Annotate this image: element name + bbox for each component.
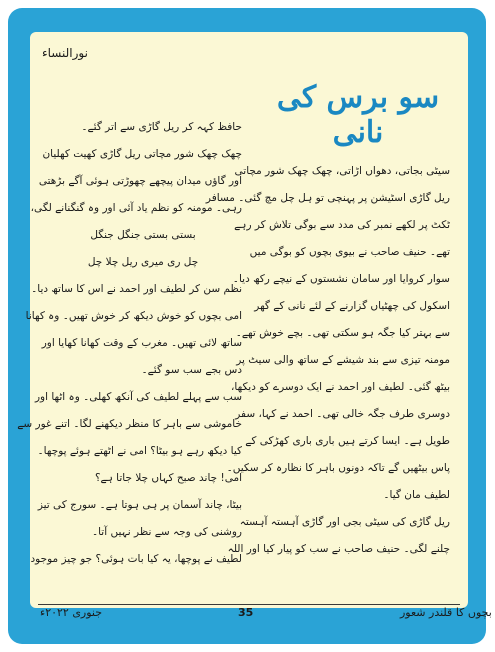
magazine-name: بچوں کا قلندر شعور xyxy=(400,606,492,619)
text-line: چلنے لگی۔ حنیف صاحب نے سب کو پیار کیا اور اللہ xyxy=(227,543,450,555)
text-line: اور گاؤں میدان پیچھے چھوڑتی ہوئی آگے بڑھتی xyxy=(38,175,242,187)
text-line: رہی۔ مومنہ کو نظم یاد آئی اور وہ گنگنانے لگی، xyxy=(30,202,242,214)
text-line: ریل گاڑی اسٹیشن پر پہنچی تو ہل چل مچ گئی۔ مسافر xyxy=(205,192,450,204)
section-label: نورالنساء xyxy=(42,46,88,60)
text-line: سیٹی بجاتی، دھواں اڑاتی، چھک چھک شور مچاتی xyxy=(234,165,450,177)
footer-divider xyxy=(38,604,460,605)
text-line: طویل ہے۔ ایسا کرتے ہیں باری باری کھڑکی کے xyxy=(245,435,450,447)
text-line: نظم سن کر لطیف اور احمد نے اس کا ساتھ دیا۔ xyxy=(31,283,242,295)
text-line: بیٹھ گئی۔ لطیف اور احمد نے ایک دوسرے کو دیکھا، xyxy=(231,381,450,393)
text-line: کیا دیکھ رہے ہو بیٹا؟ امی نے اٹھتے ہوئے پوچھا۔ xyxy=(37,445,242,457)
text-line: پاس بیٹھیں گے تاکہ دونوں باہر کا نظارہ کر سکیں۔ xyxy=(226,462,450,474)
text-line: سب سے پہلے لطیف کی آنکھ کھلی۔ وہ اٹھا اور xyxy=(34,391,242,403)
text-line: مومنہ تیزی سے بند شیشے کے ساتھ والی سیٹ پر xyxy=(236,354,450,366)
text-line: اسکول کی چھٹیاں گزارنے کے لئے نانی کے گھر xyxy=(254,300,450,312)
text-line: ٹکٹ پر لکھے نمبر کی مدد سے بوگی تلاش کر رہے xyxy=(234,219,450,231)
text-line: لطیف مان گیا۔ xyxy=(383,489,450,501)
text-line: امی! چاند صبح کہاں چلا جاتا ہے؟ xyxy=(94,472,242,484)
text-line: بیٹا، چاند آسمان پر ہی ہوتا ہے۔ سورج کی تیز xyxy=(37,499,242,511)
text-line: تھے۔ حنیف صاحب نے بیوی بچوں کو بوگی میں xyxy=(249,246,450,258)
text-line: چھک چھک شور مچاتی ریل گاڑی کھیت کھلیان xyxy=(42,148,242,160)
text-line: امی بچوں کو خوش دیکھ کر خوش تھیں۔ وہ کھانا xyxy=(25,310,242,322)
page-number: 35 xyxy=(238,606,254,619)
text-line: سوار کروایا اور سامان نشستوں کے نیچے رکھ دیا۔ xyxy=(232,273,450,285)
text-line: خاموشی سے باہر کا منظر دیکھنے لگا۔ اتنے غور سے xyxy=(17,418,242,430)
text-line: سے بہتر کیا جگہ ہو سکتی تھی۔ بچے خوش تھے۔ xyxy=(235,327,450,339)
text-line: ساتھ لائی تھیں۔ مغرب کے وقت کھانا کھایا اور xyxy=(41,337,242,349)
article-title: سو برس کی نانی xyxy=(276,80,440,150)
text-line: روشنی کی وجہ سے نظر نہیں آتا۔ xyxy=(91,526,242,538)
text-line: دوسری طرف جگہ خالی تھی۔ احمد نے کہا، سفر xyxy=(235,408,450,420)
poem-line: بستی بستی جنگل جنگل xyxy=(90,229,196,241)
text-column-left xyxy=(17,114,242,573)
text-line: ریل گاڑی کی سیٹی بجی اور گاڑی آہستہ آہستہ xyxy=(239,516,450,528)
text-line: دس بجے سب سو گئے۔ xyxy=(141,364,242,376)
text-column-right xyxy=(205,158,450,563)
text-line: حافظ کہہ کر ریل گاڑی سے اتر گئے۔ xyxy=(81,121,242,133)
poem-line: چل ری میری ریل چلا چل xyxy=(87,256,199,268)
issue-date: جنوری ۲۰۲۲ء xyxy=(40,606,103,619)
text-line: لطیف نے پوچھا، یہ کیا بات ہوئی؟ جو چیز موجود xyxy=(30,553,242,565)
